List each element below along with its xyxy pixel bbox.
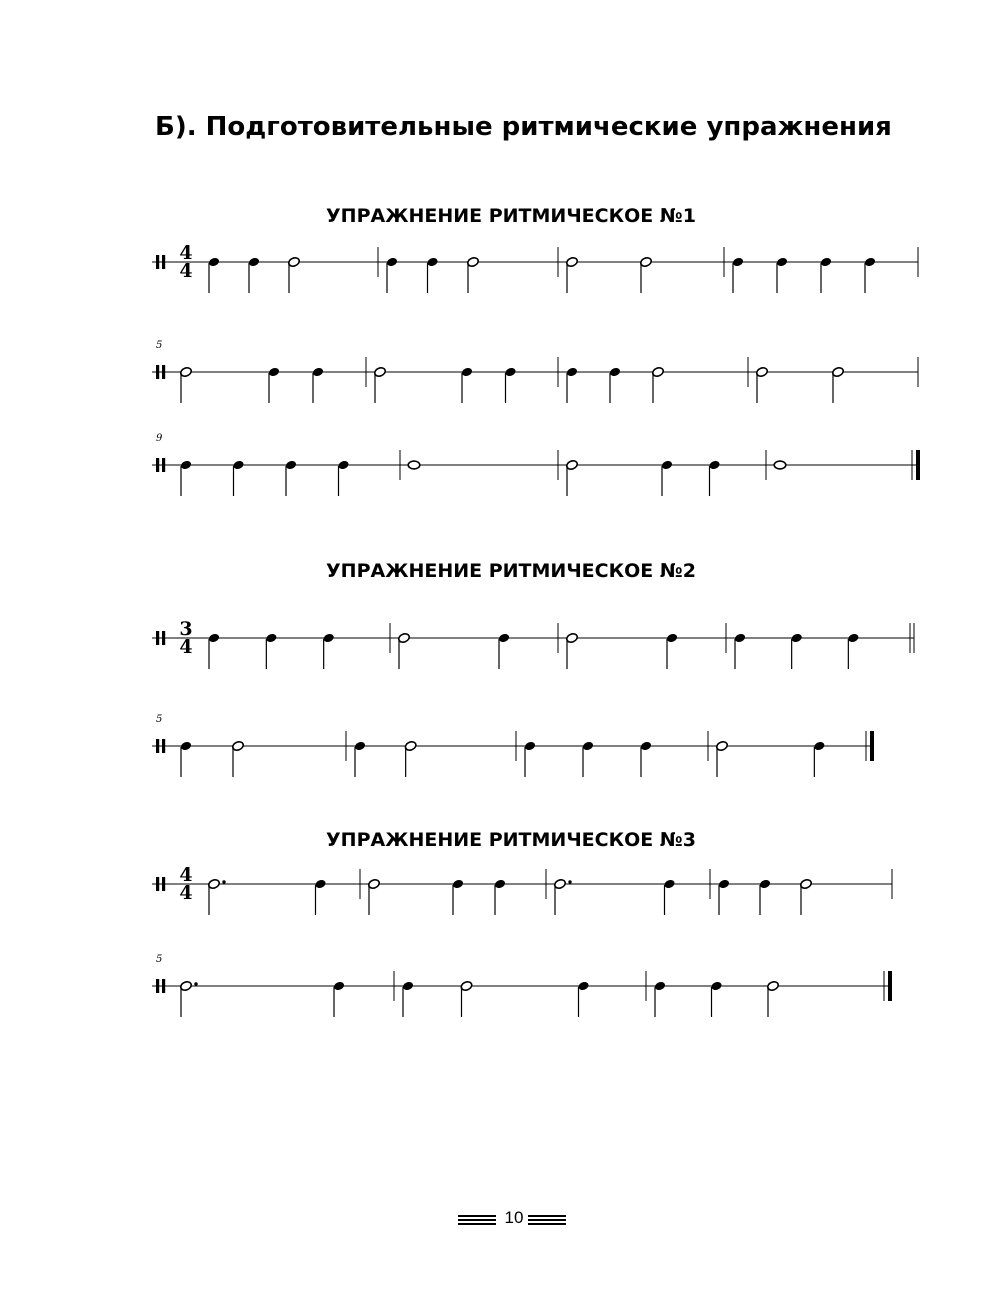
page-footer — [458, 1208, 568, 1234]
exercise-2-system-2-note-4-2-quarter-head — [813, 741, 825, 752]
exercise-1-system-3-final-barline-thick — [916, 450, 920, 480]
exercise-2-system-1-note-4-1-quarter-head — [734, 633, 746, 644]
footer-rule-left — [458, 1215, 496, 1227]
exercise-1-system-2-note-3-2-quarter-head — [609, 367, 621, 378]
exercise-1-system-3-note-3-2-quarter-head — [661, 460, 673, 471]
page-heading: Б). Подготовительные ритмические упражнения — [155, 112, 892, 142]
exercise-3-system-1-note-3-1-dot — [568, 880, 571, 883]
exercise-2-system-2-note-3-3-quarter-head — [640, 741, 652, 752]
exercise-2-system-2-note-2-1-quarter-head — [354, 741, 366, 752]
exercise-3-system-1-note-1-2-quarter-head — [314, 879, 326, 890]
exercise-1-system-3-note-2-1-whole-head — [408, 461, 420, 469]
exercise-3-system-1-note-2-2-quarter-head — [452, 879, 464, 890]
exercise-3-system-2-final-barline-thick — [888, 971, 892, 1001]
exercise-1-system-2-note-2-3-quarter-head — [504, 367, 516, 378]
exercise-3-system-2-note-1-2-quarter-head — [333, 981, 345, 992]
exercise-3-system-2-note-1-1-dot — [194, 982, 197, 985]
page-number: 10 — [504, 1208, 524, 1227]
exercise-1-system-3-note-1-4-quarter-head — [337, 460, 349, 471]
exercise-3-system-1-time-signature-bottom: 4 — [179, 882, 193, 904]
exercise-1-system-2-note-1-2-quarter-head — [268, 367, 280, 378]
exercise-1-system-1-note-2-1-quarter-head — [386, 257, 398, 268]
exercise-2-system-1-note-1-1-quarter-head — [208, 633, 220, 644]
exercise-3-system-2-note-2-1-quarter-head — [402, 981, 414, 992]
exercise-2-system-1-note-1-3-quarter-head — [322, 633, 334, 644]
exercise-1-system-1-note-1-2-quarter-head — [248, 257, 260, 268]
exercise-2-system-2-final-barline-thick — [870, 731, 874, 761]
exercise-1-system-1-note-4-2-quarter-head — [776, 257, 788, 268]
exercise-2-system-1-time-signature-bottom: 4 — [179, 636, 193, 658]
exercise-3-system-2-clef-bar-left — [156, 979, 159, 993]
exercise-1-system-3-clef-bar-right — [162, 458, 165, 472]
exercise-1-system-1-clef-bar-left — [156, 255, 159, 269]
exercise-3-system-2-note-3-2-quarter-head — [710, 981, 722, 992]
exercise-2-system-1-clef-bar-left — [156, 631, 159, 645]
exercise-3-system-1-clef-bar-left — [156, 877, 159, 891]
exercise-2-system-1-clef-bar-right — [162, 631, 165, 645]
exercise-1-system-2-measure-number: 5 — [156, 340, 163, 351]
exercise-1-title: УПРАЖНЕНИЕ РИТМИЧЕСКОЕ №1 — [326, 205, 696, 227]
exercise-3-system-2-measure-number: 5 — [156, 954, 163, 965]
exercise-2-title: УПРАЖНЕНИЕ РИТМИЧЕСКОЕ №2 — [326, 560, 696, 582]
exercise-3-system-1-note-3-2-quarter-head — [663, 879, 675, 890]
exercise-2-system-2-measure-number: 5 — [156, 714, 163, 725]
exercise-3-system-2-clef-bar-right — [162, 979, 165, 993]
exercise-1-system-2-note-3-1-quarter-head — [566, 367, 578, 378]
exercise-1-system-1-time-signature-bottom: 4 — [179, 260, 193, 282]
exercise-1-system-3-note-1-1-quarter-head — [180, 460, 192, 471]
exercise-3-title: УПРАЖНЕНИЕ РИТМИЧЕСКОЕ №3 — [326, 829, 696, 851]
exercise-2-system-2-note-3-2-quarter-head — [582, 741, 594, 752]
exercise-1-system-3-measure-number: 9 — [156, 433, 163, 444]
exercise-1-system-1-clef-bar-right — [162, 255, 165, 269]
exercise-1-system-1-note-1-1-quarter-head — [208, 257, 220, 268]
exercise-1-system-2-note-2-2-quarter-head — [461, 367, 473, 378]
exercise-3-system-2-note-3-1-quarter-head — [654, 981, 666, 992]
exercise-1-system-2-clef-bar-left — [156, 365, 159, 379]
exercise-1-system-2-note-1-3-quarter-head — [312, 367, 324, 378]
exercise-1-system-3-note-1-3-quarter-head — [285, 460, 297, 471]
exercise-2-system-2-clef-bar-right — [162, 739, 165, 753]
footer-rule-right — [528, 1215, 566, 1227]
exercise-2-system-2-clef-bar-left — [156, 739, 159, 753]
exercise-2-system-1-note-4-3-quarter-head — [847, 633, 859, 644]
exercise-3-system-1-note-4-1-quarter-head — [718, 879, 730, 890]
exercise-3-system-1-note-4-2-quarter-head — [759, 879, 771, 890]
exercise-3-system-2-note-2-3-quarter-head — [577, 981, 589, 992]
exercise-2-system-1-note-2-2-quarter-head — [498, 633, 510, 644]
exercise-3-system-1-time-signature-top: 4 — [179, 864, 193, 886]
exercise-1-system-3-clef-bar-left — [156, 458, 159, 472]
exercise-3-system-1-note-2-3-quarter-head — [494, 879, 506, 890]
exercise-2-system-2-note-3-1-quarter-head — [524, 741, 536, 752]
exercise-1-system-2-clef-bar-right — [162, 365, 165, 379]
exercise-2-system-1-note-3-2-quarter-head — [666, 633, 678, 644]
exercise-1-system-1-note-4-1-quarter-head — [732, 257, 744, 268]
exercise-1-system-1-note-2-2-quarter-head — [426, 257, 438, 268]
exercise-1-system-1-note-4-3-quarter-head — [820, 257, 832, 268]
exercise-2-system-1-time-signature-top: 3 — [179, 618, 193, 640]
exercise-1-system-3-note-4-1-whole-head — [774, 461, 786, 469]
exercise-2-system-1-note-4-2-quarter-head — [790, 633, 802, 644]
exercise-1-system-1-time-signature-top: 4 — [179, 242, 193, 264]
exercise-1-system-1-note-4-4-quarter-head — [864, 257, 876, 268]
exercise-2-system-1-note-1-2-quarter-head — [265, 633, 277, 644]
exercise-2-system-2-note-1-1-quarter-head — [180, 741, 192, 752]
exercise-3-system-1-clef-bar-right — [162, 877, 165, 891]
exercise-1-system-3-note-3-3-quarter-head — [708, 460, 720, 471]
exercise-1-system-3-note-1-2-quarter-head — [232, 460, 244, 471]
exercise-3-system-1-note-1-1-dot — [222, 880, 225, 883]
